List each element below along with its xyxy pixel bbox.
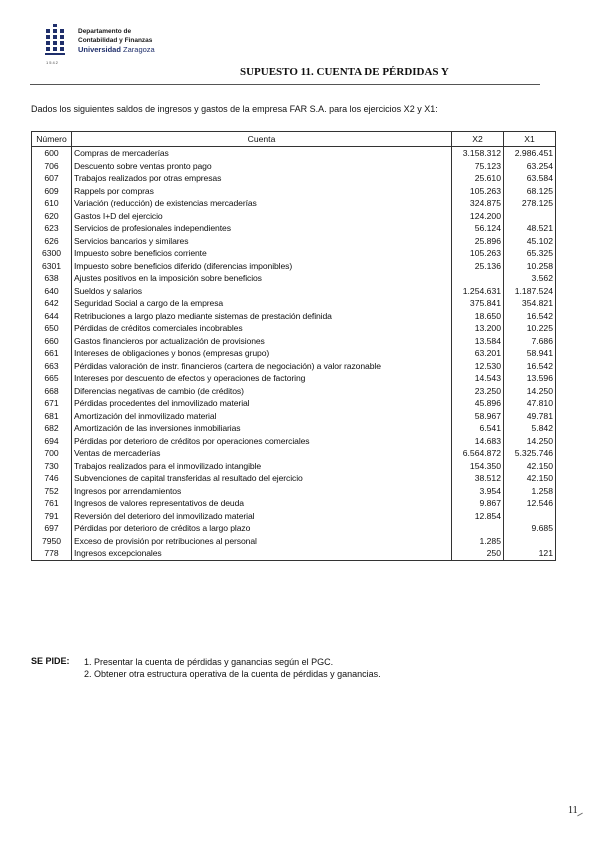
header-x1: X1 [504, 132, 556, 147]
cell-account-name: Impuesto sobre beneficios corriente [72, 247, 452, 260]
cell-x1: 48.521 [504, 222, 556, 235]
header-cuenta: Cuenta [72, 132, 452, 147]
table-row [32, 235, 556, 248]
cell-account-name: Reversión del deterioro del inmovilizado material [72, 510, 452, 523]
cell-account-name: Ingresos de valores representativos de deuda [72, 497, 452, 510]
university-prefix: Universidad [78, 45, 121, 54]
university-crest-icon [44, 24, 66, 60]
table-row [32, 522, 556, 535]
table-row [32, 335, 556, 348]
cell-number: 682 [32, 422, 72, 435]
cell-account-name: Intereses de obligaciones y bonos (empresas grupo) [72, 347, 452, 360]
cell-x2: 3.158.312 [452, 147, 504, 160]
cell-number: 746 [32, 472, 72, 485]
cell-x2: 250 [452, 547, 504, 560]
cell-number: 663 [32, 360, 72, 373]
table-row [32, 185, 556, 198]
cell-account-name: Pérdidas por deterioro de créditos a largo plazo [72, 522, 452, 535]
cell-x1: 278.125 [504, 197, 556, 210]
cell-account-name: Sueldos y salarios [72, 285, 452, 298]
cell-x1: 63.254 [504, 160, 556, 173]
cell-x1: 45.102 [504, 235, 556, 248]
cell-x2: 45.896 [452, 397, 504, 410]
cell-x2: 25.610 [452, 172, 504, 185]
cell-number: 6300 [32, 247, 72, 260]
cell-number: 791 [32, 510, 72, 523]
title-divider [30, 84, 540, 85]
logo-year: 1542 [46, 60, 59, 65]
cell-number: 638 [32, 272, 72, 285]
cell-x2: 6.541 [452, 422, 504, 435]
cell-account-name: Intereses por descuento de efectos y operaciones de factoring [72, 372, 452, 385]
table-row [32, 485, 556, 498]
intro-text: Dados los siguientes saldos de ingresos y gastos de la empresa FAR S.A. para los ejercicios X2 y X1: [31, 104, 438, 114]
cell-account-name: Pérdidas de créditos comerciales incobrables [72, 322, 452, 335]
table-row [32, 447, 556, 460]
cell-x2: 124.200 [452, 210, 504, 223]
cell-x2: 75.123 [452, 160, 504, 173]
table-row [32, 285, 556, 298]
table-row [32, 160, 556, 173]
cell-number: 607 [32, 172, 72, 185]
cell-x2 [452, 272, 504, 285]
table-row [32, 535, 556, 548]
cell-x1: 7.686 [504, 335, 556, 348]
task-item: 1. Presentar la cuenta de pérdidas y ganancias según el PGC. [84, 657, 334, 667]
cell-account-name: Diferencias negativas de cambio (de créditos) [72, 385, 452, 398]
cell-number: 642 [32, 297, 72, 310]
cell-account-name: Ventas de mercaderías [72, 447, 452, 460]
table-body [32, 147, 556, 561]
table-row [32, 310, 556, 323]
department-line-2: Contabilidad y Finanzas [78, 36, 153, 44]
table-row [32, 435, 556, 448]
cell-number: 600 [32, 147, 72, 160]
cell-number: 6301 [32, 260, 72, 273]
cell-x2: 9.867 [452, 497, 504, 510]
cell-number: 7950 [32, 535, 72, 548]
cell-account-name: Compras de mercaderías [72, 147, 452, 160]
cell-x2: 6.564.872 [452, 447, 504, 460]
cell-x1: 3.562 [504, 272, 556, 285]
cell-number: 668 [32, 385, 72, 398]
department-line-1: Departamento de [78, 28, 132, 35]
table-row [32, 297, 556, 310]
task-item: 2. Obtener otra estructura operativa de la cuenta de pérdidas y ganancias. [84, 669, 381, 679]
se-pide-label: SE PIDE: [31, 656, 70, 666]
cell-x2: 14.543 [452, 372, 504, 385]
cell-x2: 38.512 [452, 472, 504, 485]
cell-x1: 121 [504, 547, 556, 560]
cell-x2: 25.136 [452, 260, 504, 273]
cell-x2: 105.263 [452, 185, 504, 198]
accounts-table [31, 131, 556, 561]
cell-number: 761 [32, 497, 72, 510]
cell-x2: 13.200 [452, 322, 504, 335]
cell-number: 644 [32, 310, 72, 323]
cell-x1 [504, 210, 556, 223]
cell-account-name: Subvenciones de capital transferidas al resultado del ejercicio [72, 472, 452, 485]
cell-number: 650 [32, 322, 72, 335]
cell-x1: 2.986.451 [504, 147, 556, 160]
table-row [32, 272, 556, 285]
cell-account-name: Pérdidas procedentes del inmovilizado material [72, 397, 452, 410]
cell-x1: 5.325.746 [504, 447, 556, 460]
cell-number: 706 [32, 160, 72, 173]
cell-x1: 47.810 [504, 397, 556, 410]
cell-number: 730 [32, 460, 72, 473]
cell-number: 623 [32, 222, 72, 235]
table-row [32, 547, 556, 560]
table-row [32, 360, 556, 373]
cell-number: 620 [32, 210, 72, 223]
table-row [32, 247, 556, 260]
cell-x1: 49.781 [504, 410, 556, 423]
cell-x2: 18.650 [452, 310, 504, 323]
table-row [32, 347, 556, 360]
table-row [32, 497, 556, 510]
cell-number: 661 [32, 347, 72, 360]
cell-account-name: Rappels por compras [72, 185, 452, 198]
cell-number: 640 [32, 285, 72, 298]
cell-x1: 42.150 [504, 472, 556, 485]
cell-x1: 16.542 [504, 360, 556, 373]
cell-x2: 56.124 [452, 222, 504, 235]
table-row [32, 385, 556, 398]
table-row [32, 197, 556, 210]
table-row [32, 472, 556, 485]
cell-account-name: Impuesto sobre beneficios diferido (diferencias imponibles) [72, 260, 452, 273]
table-header-row [32, 132, 556, 147]
cell-account-name: Pérdidas por deterioro de créditos por operaciones comerciales [72, 435, 452, 448]
cell-x1: 63.584 [504, 172, 556, 185]
cell-x2: 12.530 [452, 360, 504, 373]
cell-x2: 1.285 [452, 535, 504, 548]
cell-x1: 13.596 [504, 372, 556, 385]
header-numero: Número [32, 132, 72, 147]
cell-x1: 9.685 [504, 522, 556, 535]
cell-x1: 14.250 [504, 435, 556, 448]
cell-number: 610 [32, 197, 72, 210]
table-row [32, 260, 556, 273]
cell-number: 671 [32, 397, 72, 410]
cell-x1: 58.941 [504, 347, 556, 360]
page-number: 11 [568, 805, 578, 816]
table-row [32, 322, 556, 335]
cell-x1: 68.125 [504, 185, 556, 198]
cell-x1: 65.325 [504, 247, 556, 260]
cell-number: 778 [32, 547, 72, 560]
cell-x2: 23.250 [452, 385, 504, 398]
cell-number: 660 [32, 335, 72, 348]
cell-x1: 354.821 [504, 297, 556, 310]
table-row [32, 172, 556, 185]
cell-number: 609 [32, 185, 72, 198]
cell-x2: 25.896 [452, 235, 504, 248]
header-x2: X2 [452, 132, 504, 147]
cell-x2: 324.875 [452, 197, 504, 210]
cell-x2: 58.967 [452, 410, 504, 423]
cell-x2: 105.263 [452, 247, 504, 260]
cell-x1: 10.258 [504, 260, 556, 273]
cell-number: 700 [32, 447, 72, 460]
cell-account-name: Exceso de provisión por retribuciones al personal [72, 535, 452, 548]
cell-account-name: Ajustes positivos en la imposición sobre beneficios [72, 272, 452, 285]
cell-account-name: Gastos I+D del ejercicio [72, 210, 452, 223]
cell-x1: 12.546 [504, 497, 556, 510]
cell-account-name: Trabajos realizados para el inmovilizado intangible [72, 460, 452, 473]
cell-number: 752 [32, 485, 72, 498]
cell-account-name: Servicios bancarios y similares [72, 235, 452, 248]
cell-x1: 1.258 [504, 485, 556, 498]
cell-x1: 10.225 [504, 322, 556, 335]
cell-x2: 14.683 [452, 435, 504, 448]
cell-account-name: Ingresos excepcionales [72, 547, 452, 560]
cell-number: 626 [32, 235, 72, 248]
cell-number: 665 [32, 372, 72, 385]
table-row [32, 222, 556, 235]
cell-number: 694 [32, 435, 72, 448]
university-logo [44, 24, 204, 64]
university-suffix: Zaragoza [123, 45, 155, 54]
cell-account-name: Amortización de las inversiones inmobiliarias [72, 422, 452, 435]
cell-account-name: Trabajos realizados por otras empresas [72, 172, 452, 185]
cell-account-name: Servicios de profesionales independientes [72, 222, 452, 235]
cell-x1: 14.250 [504, 385, 556, 398]
table-row [32, 397, 556, 410]
cell-x1: 16.542 [504, 310, 556, 323]
cell-account-name: Ingresos por arrendamientos [72, 485, 452, 498]
cell-number: 697 [32, 522, 72, 535]
table-row [32, 460, 556, 473]
cell-account-name: Gastos financieros por actualización de provisiones [72, 335, 452, 348]
cell-x2: 3.954 [452, 485, 504, 498]
cell-account-name: Seguridad Social a cargo de la empresa [72, 297, 452, 310]
university-name [78, 45, 155, 55]
cell-x1: 1.187.524 [504, 285, 556, 298]
cell-x2: 13.584 [452, 335, 504, 348]
cell-x2: 375.841 [452, 297, 504, 310]
table-row [32, 210, 556, 223]
cell-x2: 154.350 [452, 460, 504, 473]
cell-x2: 12.854 [452, 510, 504, 523]
table-row [32, 147, 556, 160]
cell-account-name: Amortización del inmovilizado material [72, 410, 452, 423]
cell-x2: 63.201 [452, 347, 504, 360]
table-row [32, 410, 556, 423]
table-row [32, 510, 556, 523]
cell-x2: 1.254.631 [452, 285, 504, 298]
cell-account-name: Variación (reducción) de existencias mercaderías [72, 197, 452, 210]
cell-number: 681 [32, 410, 72, 423]
cell-x2 [452, 522, 504, 535]
table-row [32, 372, 556, 385]
logo-text [78, 28, 155, 55]
cell-account-name: Pérdidas valoración de instr. financieros (cartera de negociación) a valor razonable [72, 360, 452, 373]
cell-account-name: Retribuciones a largo plazo mediante sistemas de prestación definida [72, 310, 452, 323]
cell-x1: 42.150 [504, 460, 556, 473]
cell-x1 [504, 510, 556, 523]
cell-account-name: Descuento sobre ventas pronto pago [72, 160, 452, 173]
page-title: SUPUESTO 11. CUENTA DE PÉRDIDAS Y [240, 66, 449, 78]
table-row [32, 422, 556, 435]
task-list [84, 656, 381, 680]
cell-x1: 5.842 [504, 422, 556, 435]
cell-x1 [504, 535, 556, 548]
